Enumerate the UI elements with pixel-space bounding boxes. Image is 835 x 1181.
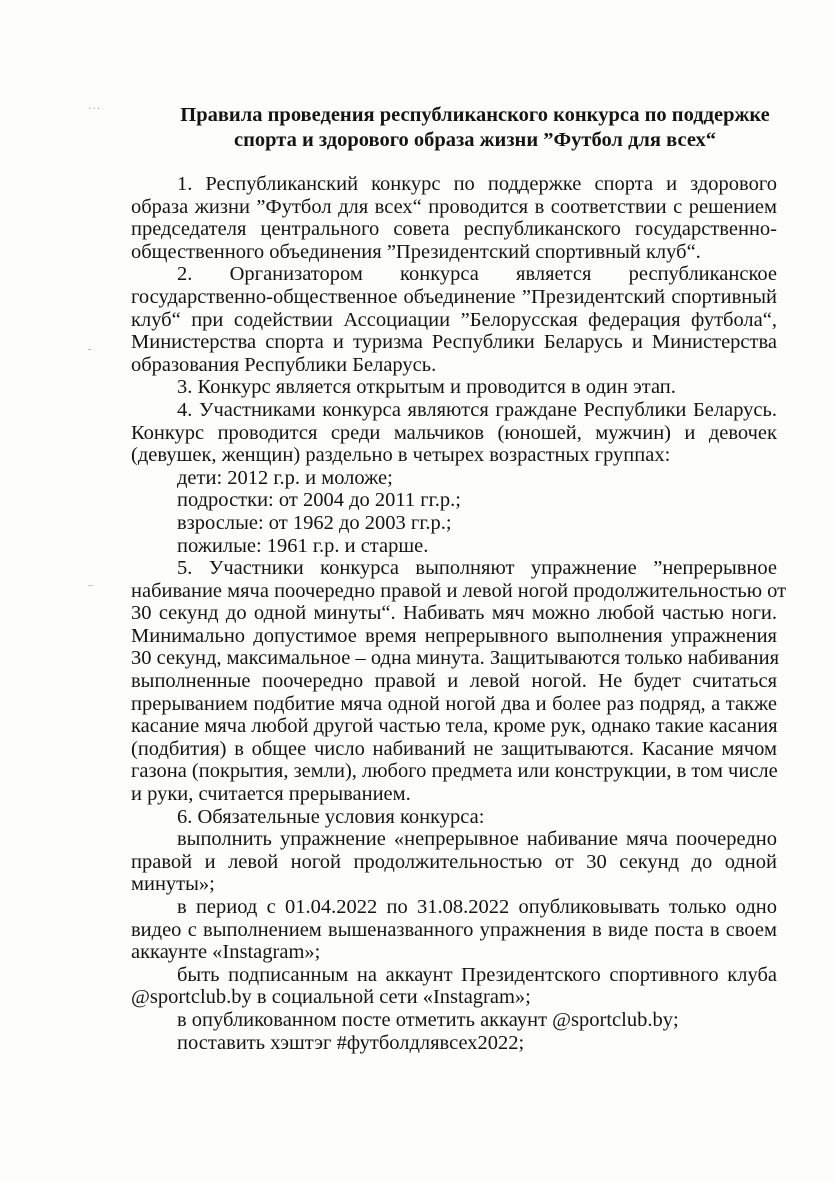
margin-mark: – bbox=[88, 580, 94, 591]
condition-line: быть подписанным на аккаунт Президентского спортивного клуба bbox=[177, 963, 777, 986]
text-line: Конкурс проводится среди мальчиков (юношей, мужчин) и девочек bbox=[131, 421, 777, 444]
margin-mark: - bbox=[88, 344, 93, 355]
text-line: 30 секунд, максимальное – одна минута. Защитываются только набивания bbox=[131, 647, 780, 670]
age-group-line: пожилые: 1961 г.р. и старше. bbox=[177, 534, 429, 557]
text-line: Минимально допустимое время непрерывного выполнения упражнения bbox=[131, 624, 777, 647]
text-line: общественного объединения ”Президентский спортивный клуб“. bbox=[131, 240, 701, 263]
text-line: и руки, считается прерыванием. bbox=[131, 783, 411, 806]
text-line: (подбития) в общее число набиваний не защитываются. Касание мячом bbox=[131, 737, 777, 760]
text-line: 5. Участники конкурса выполняют упражнение ”непрерывное bbox=[177, 557, 777, 580]
condition-line: аккаунте «Instagram»; bbox=[131, 941, 321, 964]
text-line: выполненные поочередно правой и левой ногой. Не будет считаться bbox=[131, 670, 777, 693]
condition-line: поставить хэштэг #футболдлявсех2022; bbox=[177, 1031, 525, 1054]
text-line: 4. Участниками конкурса являются граждане Республики Беларусь. bbox=[177, 398, 777, 421]
text-line: газона (покрытия, земли), любого предмета или конструкции, в том числе bbox=[131, 760, 778, 783]
condition-line: в период с 01.04.2022 по 31.08.2022 опубликовывать только одно bbox=[177, 896, 777, 918]
title-line: спорта и здорового образа жизни ”Футбол для всех“ bbox=[233, 129, 717, 151]
text-line: 30 секунд до одной минуты“. Набивать мяч можно любой частью ноги. bbox=[131, 602, 777, 625]
text-line: 2. Организатором конкурса является республиканское bbox=[177, 263, 777, 286]
condition-line: минуты»; bbox=[131, 873, 215, 896]
condition-line: правой и левой ногой продолжительностью от 30 секунд до одной bbox=[131, 850, 777, 873]
text-line: государственно-общественное объединение ”Президентский спортивный bbox=[131, 285, 777, 308]
text-line: клуб“ при содействии Ассоциации ”Белорусская федерация футбола“, bbox=[131, 308, 777, 331]
age-group-line: взрослые: от 1962 до 2003 гг.р.; bbox=[177, 511, 452, 534]
age-group-line: подростки: от 2004 до 2011 гг.р.; bbox=[177, 489, 461, 512]
text-line: образования Республики Беларусь. bbox=[131, 353, 437, 376]
condition-line: выполнить упражнение «непрерывное набивание мяча поочередно bbox=[177, 828, 777, 851]
title-line: Правила проведения республиканского конкурса по поддержке bbox=[180, 104, 770, 126]
text-line: образа жизни ”Футбол для всех“ проводится в соответствии с решением bbox=[131, 195, 777, 218]
text-line: Министерства спорта и туризма Республики Беларусь и Министерства bbox=[131, 331, 777, 354]
text-line: председателя центрального совета республиканского государственно- bbox=[131, 218, 777, 241]
text-line: (девушек, женщин) раздельно в четырех возрастных группах: bbox=[131, 444, 671, 467]
document-body bbox=[131, 173, 787, 1054]
document-title bbox=[150, 103, 800, 153]
text-line: набивание мяча поочередно правой и левой ногой продолжительностью от bbox=[131, 579, 787, 602]
age-group-line: дети: 2012 г.р. и моложе; bbox=[177, 466, 393, 489]
text-line: 6. Обязательные условия конкурса: bbox=[177, 805, 485, 828]
condition-line: видео с выполнением вышеназванного упражнения в виде поста в своем bbox=[131, 918, 777, 941]
text-line: 3. Конкурс является открытым и проводится в один этап. bbox=[177, 376, 676, 399]
text-line: касание мяча любой другой частью тела, кроме рук, однако такие касания bbox=[131, 715, 778, 738]
condition-line: @sportclub.by в социальной сети «Instagram»; bbox=[131, 986, 531, 1009]
text-line: 1. Республиканский конкурс по поддержке спорта и здорового bbox=[177, 173, 777, 195]
margin-mark: ··· bbox=[88, 104, 101, 115]
condition-line: в опубликованном посте отметить аккаунт @sportclub.by; bbox=[177, 1008, 679, 1031]
text-line: прерыванием подбитие мяча одной ногой два и более раз подряд, а также bbox=[131, 692, 777, 715]
